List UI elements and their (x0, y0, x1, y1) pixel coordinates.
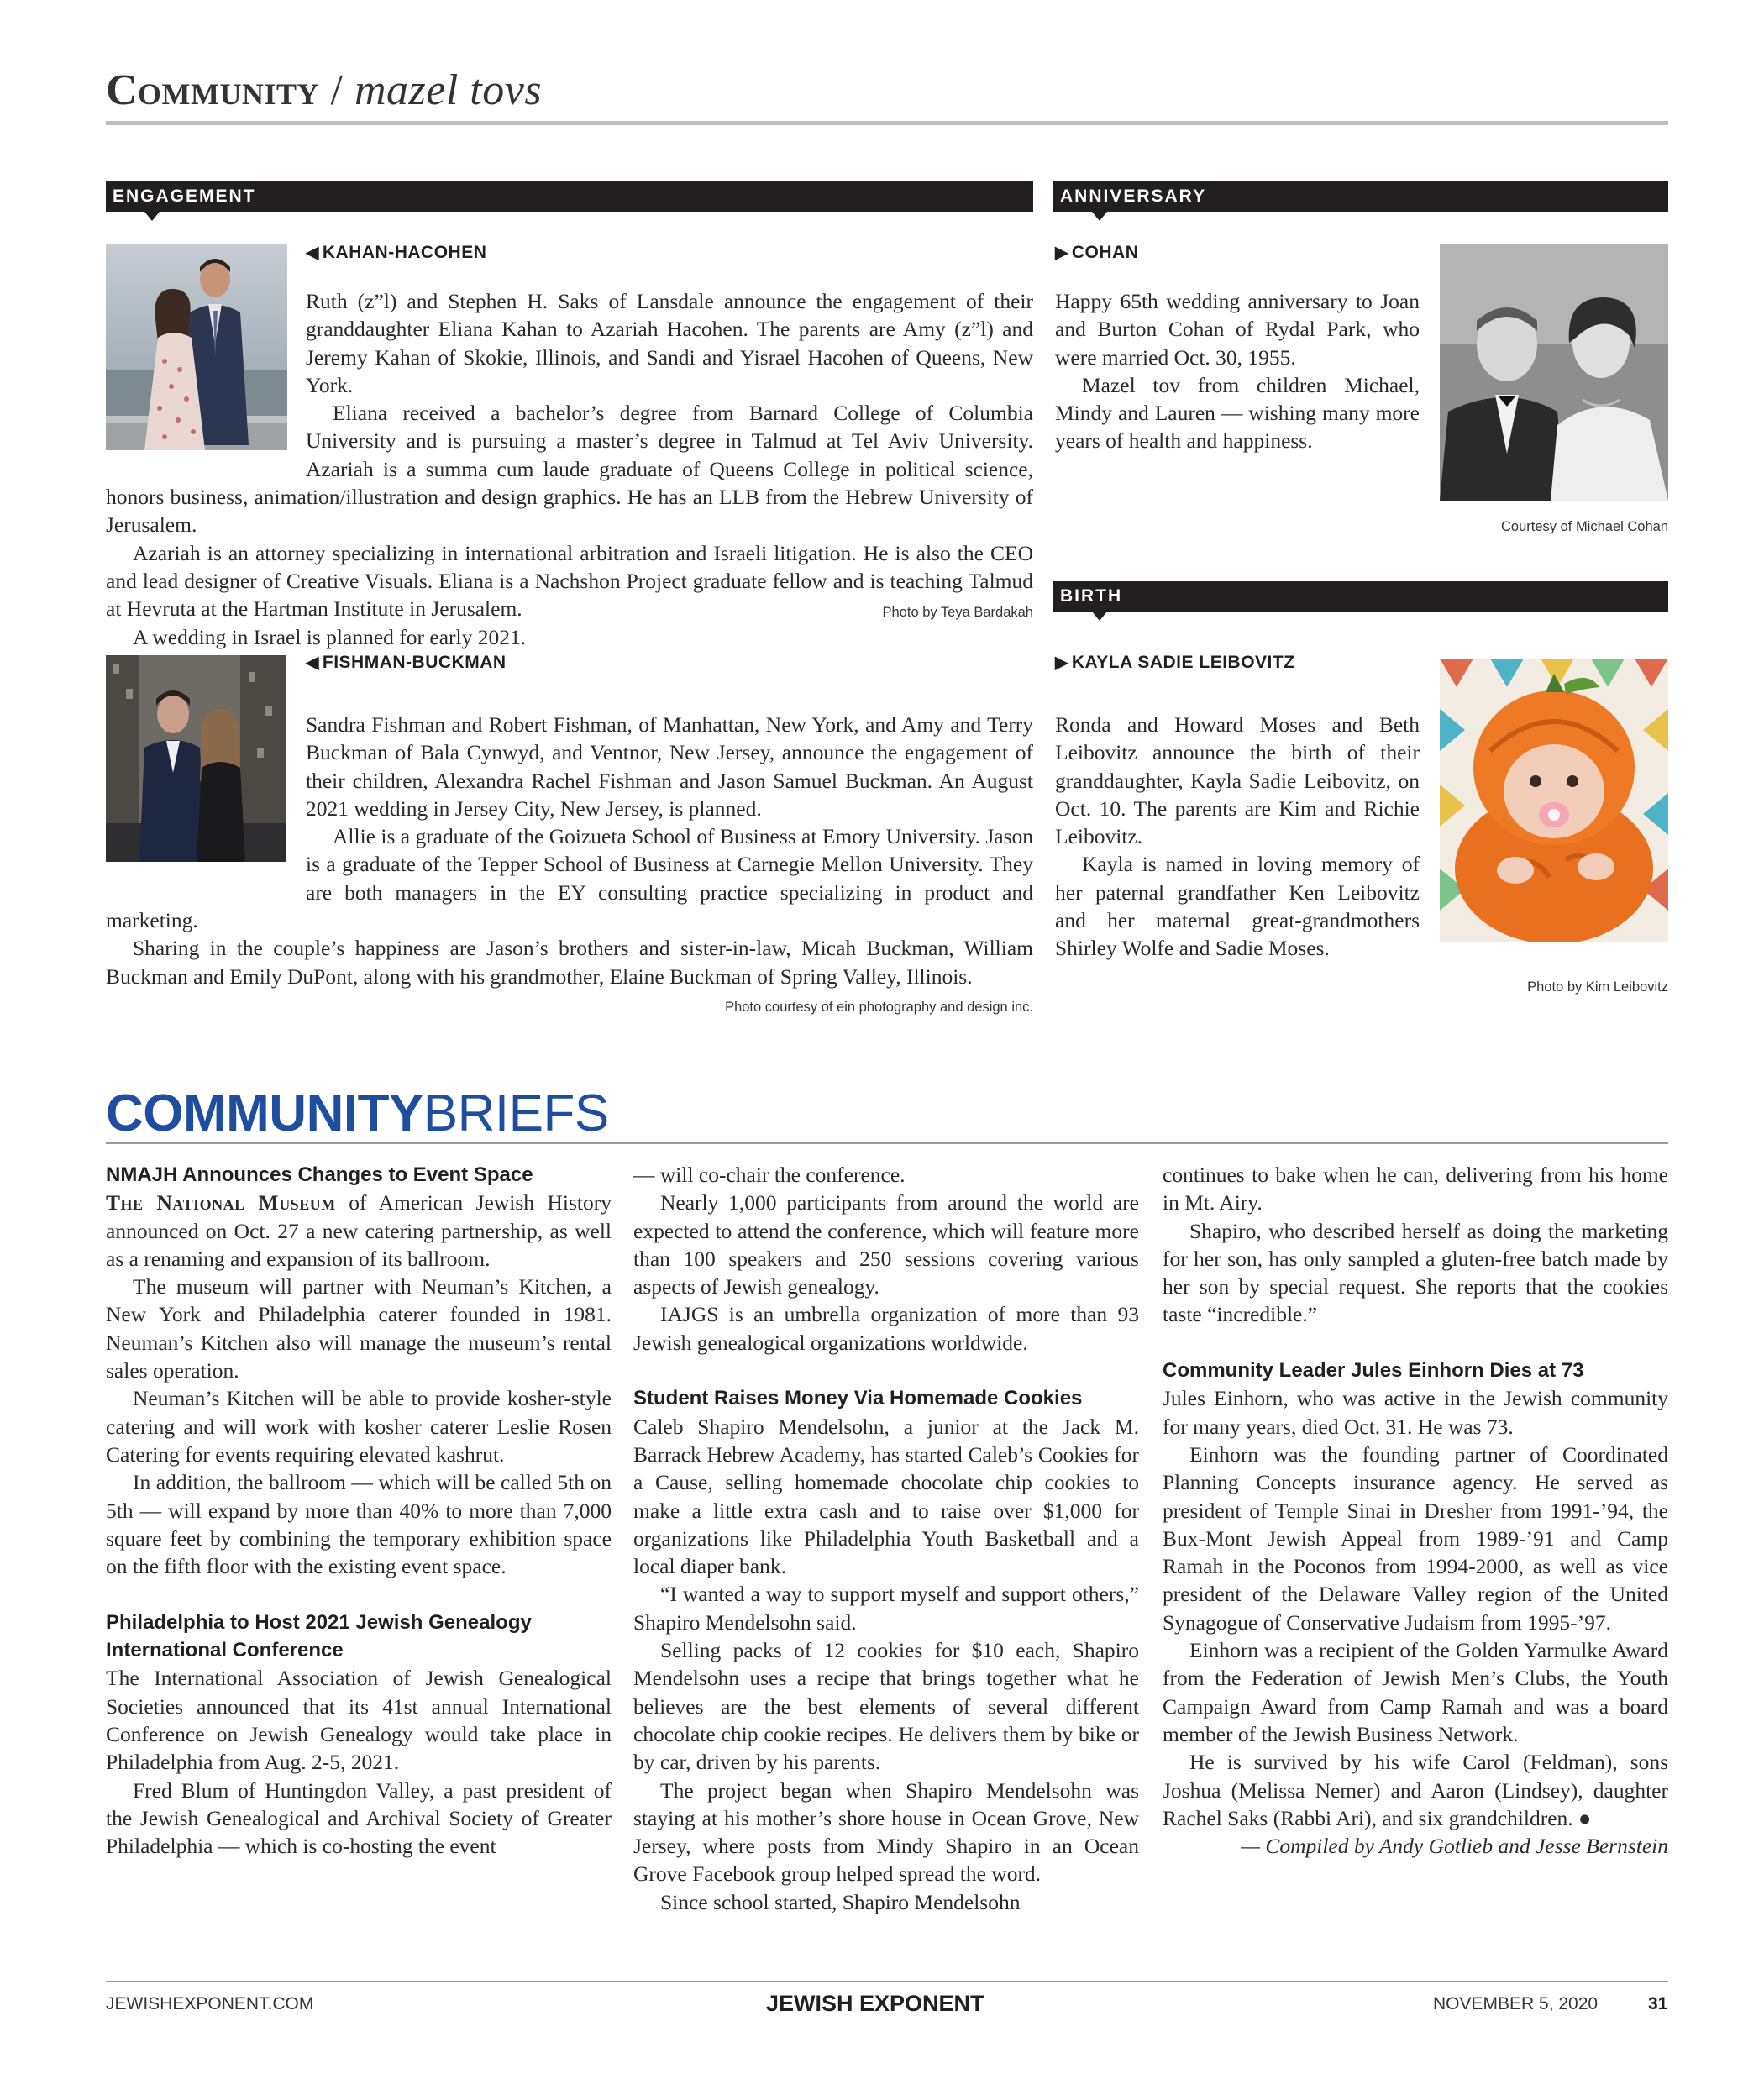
genealogy-paragraph-split-a: Fred Blum of Huntingdon Valley, a past president of the Jewish Genealogical and Archival Society of Greater Philadelphia — which is co-hosting the event (106, 1777, 612, 1859)
fishman-buckman-photo-wrap (106, 711, 306, 879)
section-subtitle: mazel tovs (354, 66, 543, 114)
leibovitz-paragraph: Ronda and Howard Moses and Beth Leibovitz announce the birth of their granddaughter, Kayla Sadie Leibovitz, on Oct. 10. The parents are Kim and Richie Leibovitz. (1055, 712, 1420, 849)
cookies-paragraph: The project began when Shapiro Mendelsohn was staying at his mother’s shore house in Ocean Grove, New Jersey, where posts from Mindy Shapiro in an Ocean Grove Facebook group helped spread the word. (633, 1777, 1139, 1887)
birth-bar-notch (1092, 612, 1107, 621)
einhorn-paragraph: Einhorn was a recipient of the Golden Yarmulke Award from the Federation of Jewish Men’s Clubs, the Youth Campaign Award from Camp Ramah and was a board member of the Jewish Business Network. (1163, 1638, 1668, 1746)
kahan-hacohen-heading (306, 242, 486, 263)
fishman-buckman-paragraph: Sharing in the couple’s happiness are Jason’s brothers and sister-in-law, Micah Buckman, William Buckman and Emily DuPont, along with his grandmother, Elaine Buckman of Spring Valley, Illinois. (106, 936, 1033, 989)
spacer (1163, 1329, 1668, 1357)
fishman-buckman-name: FISHMAN-BUCKMAN (322, 653, 507, 672)
fishman-buckman-heading (306, 652, 507, 673)
engagement-bar (106, 181, 1033, 212)
section-separator: / (319, 66, 354, 114)
anniversary-label: ANNIVERSARY (1060, 186, 1207, 206)
spacer (106, 1580, 612, 1608)
right-arrow-icon: ▶ (1055, 244, 1068, 262)
leibovitz-photo (1440, 659, 1668, 942)
cookies-paragraph: Selling packs of 12 cookies for $10 each, Shapiro Mendelsohn uses a recipe that brings together what he believes are the best elements of several different chocolate chip cookie recipes. He delivers them by bike or by car, driven by his parents. (633, 1638, 1139, 1775)
kahan-hacohen-paragraph: A wedding in Israel is planned for early 2021. (133, 624, 527, 649)
anniversary-bar-notch (1092, 212, 1107, 221)
leibovitz-paragraph: Kayla is named in loving memory of her paternal grandfather Ken Leibovitz and her maternal great-grandmothers Shirley Wolfe and Sadie Moses. (1055, 852, 1420, 961)
kahan-hacohen-paragraph: Azariah is an attorney specializing in international arbitration and Israeli litigation. He is also the CEO and lead designer of Creative Visuals. Eliana is a Nachshon Project graduate fellow and is teaching Talmud at Hevruta at the Hartman Institute in Jerusalem. (106, 540, 1033, 622)
anniversary-bar (1053, 181, 1668, 212)
leibovitz-photo-credit: Photo by Kim Leibovitz (1527, 979, 1668, 995)
cohan-name: COHAN (1071, 243, 1139, 262)
birth-bar (1053, 581, 1668, 612)
cookies-paragraph: “I wanted a way to support myself and support others,” Shapiro Mendelsohn said. (633, 1582, 1139, 1635)
genealogy-headline: Philadelphia to Host 2021 Jewish Genealogy International Conference (106, 1610, 532, 1662)
einhorn-headline: Community Leader Jules Einhorn Dies at 73 (1163, 1359, 1584, 1383)
genealogy-paragraph: IAJGS is an umbrella organization of more than 93 Jewish genealogical organizations worldwide. (633, 1302, 1139, 1355)
left-arrow-icon: ◀ (306, 654, 319, 672)
kahan-hacohen-article (106, 287, 1033, 651)
fishman-buckman-paragraph: Allie is a graduate of the Goizueta School of Business at Emory University. Jason is a graduate of the Tepper School of Business at Carnegie Mellon University. They are both managers in the EY consulting practice specializing in product and marketing. (106, 824, 1034, 933)
nmajh-lead-in: The National Museum (106, 1190, 336, 1215)
nmajh-headline: NMAJH Announces Changes to Event Space (106, 1163, 533, 1186)
briefs-column-3 (1163, 1161, 1668, 1860)
cohan-article (1055, 287, 1420, 455)
nmajh-paragraph: In addition, the ballroom — which will be called 5th on 5th — will expand by more than 40% to more than 7,000 square feet by combining the temporary exhibition space on the fifth floor with the existing event space. (106, 1470, 612, 1579)
briefs-title (106, 1084, 609, 1143)
briefs-rule (106, 1142, 1668, 1144)
einhorn-paragraph: Jules Einhorn, who was active in the Jewish community for many years, died Oct. 31. He was 73. (1163, 1386, 1668, 1439)
birth-label: BIRTH (1060, 586, 1123, 606)
cookies-paragraph-split-b: continues to bake when he can, delivering from his home in Mt. Airy. (1163, 1163, 1668, 1215)
footer-page-number: 31 (1648, 1994, 1668, 2013)
header-rule (106, 121, 1668, 125)
footer-site[interactable]: JEWISHEXPONENT.COM (106, 1994, 314, 2013)
fishman-buckman-photo-credit: Photo courtesy of ein photography and design inc. (725, 1000, 1033, 1015)
briefs-column-2 (633, 1161, 1139, 1916)
kahan-hacohen-name: KAHAN-HACOHEN (322, 243, 487, 262)
cohan-heading (1055, 242, 1138, 263)
section-name: Community (106, 66, 320, 114)
briefs-title-bold: COMMUNITY (106, 1084, 423, 1142)
cookies-headline: Student Raises Money Via Homemade Cookies (633, 1387, 1083, 1410)
leibovitz-name: KAYLA SADIE LEIBOVITZ (1071, 653, 1295, 672)
leibovitz-heading (1055, 652, 1295, 673)
briefs-title-light: BRIEFS (423, 1084, 609, 1142)
kahan-hacohen-photo-wrap (106, 287, 306, 457)
cohan-paragraph: Mazel tov from children Michael, Mindy and Lauren — wishing many more years of health and happiness. (1055, 372, 1420, 454)
kahan-hacohen-photo-credit: Photo by Teya Bardakah (882, 605, 1033, 620)
einhorn-paragraph: He is survived by his wife Carol (Feldman), sons Joshua (Melissa Nemer) and Aaron (Lindsey), daughter Rachel Saks (Rabbi Ari), and six grandchildren. ● (1163, 1750, 1668, 1830)
left-arrow-icon: ◀ (306, 244, 319, 262)
fishman-buckman-paragraph: Sandra Fishman and Robert Fishman, of Manhattan, New York, and Amy and Terry Buckman of Bala Cynwyd, and Ventnor, New Jersey, announce the engagement of their children, Alexandra Rachel Fishman and Jason Samuel Buckman. An August 2021 wedding in Jersey City, New Jersey, is planned. (306, 712, 1033, 821)
right-arrow-icon: ▶ (1055, 654, 1068, 672)
genealogy-paragraph: The International Association of Jewish Genealogical Societies announced that its 41st annual International Conference on Jewish Genealogy would take place in Philadelphia from Aug. 2-5, 2021. (106, 1666, 612, 1775)
footer-date: NOVEMBER 5, 2020 (1433, 1994, 1599, 2013)
spacer (633, 1357, 1139, 1384)
cookies-paragraph: Caleb Shapiro Mendelsohn, a junior at the Jack M. Barrack Hebrew Academy, has started Caleb’s Cookies for a Cause, selling homemade chocolate chip cookies to make a little extra cash and to raise over $1,000 for organizations like Philadelphia Youth Basketball and a local diaper bank. (633, 1414, 1139, 1579)
section-title (106, 66, 542, 115)
einhorn-paragraph: Einhorn was the founding partner of Coordinated Planning Concepts insurance agency. He served as president of Temple Sinai in Dresher from 1991-’94, the Bux-Mont Jewish Appeal from 1989-’91 and Camp Ramah in the Poconos from 1994-2000, as well as vice president of the Delaware Valley region of the United Synagogue of Conservative Judaism from 1995-’97. (1163, 1441, 1668, 1635)
genealogy-paragraph: Nearly 1,000 participants from around the world are expected to attend the conference, which will feature more than 100 speakers and 250 sessions covering various aspects of Jewish genealogy. (633, 1190, 1139, 1299)
cohan-photo-credit: Courtesy of Michael Cohan (1500, 519, 1668, 534)
cookies-paragraph: Shapiro, who described herself as doing the marketing for her son, has only sampled a gluten-free batch made by her son by special request. She reports that the cookies taste “incredible.” (1163, 1218, 1668, 1327)
leibovitz-article (1055, 711, 1420, 963)
footer-paper-name: JEWISH EXPONENT (766, 1991, 984, 2016)
kahan-hacohen-paragraph: Eliana received a bachelor’s degree from Barnard College of Columbia University and is pursuing a master’s degree in Talmud at Tel Aviv University. Azariah is a summa cum laude graduate of Queens College in political science, honors business, animation/illustration and design graphics. He has an LLB from the Hebrew University of Jerusalem. (106, 401, 1033, 538)
briefs-column-1 (106, 1161, 612, 1860)
nmajh-lead-text: of American Jewish History announced on Oct. 27 a new catering partnership, as well as a renaming and expansion of its ballroom. (106, 1190, 612, 1271)
cookies-paragraph-split-a: Since school started, Shapiro Mendelsohn (660, 1889, 1021, 1914)
cohan-paragraph: Happy 65th wedding anniversary to Joan and Burton Cohan of Rydal Park, who were married Oct. 30, 1955. (1055, 289, 1420, 370)
briefs-signature: — Compiled by Andy Gotlieb and Jesse Bernstein (1241, 1834, 1668, 1859)
nmajh-paragraph: Neuman’s Kitchen will be able to provide kosher-style catering and will work with kosher caterer Leslie Rosen Catering for events requiring elevated kashrut. (106, 1386, 612, 1467)
nmajh-lead-paragraph (106, 1189, 612, 1273)
fishman-buckman-article (106, 711, 1033, 990)
genealogy-paragraph-split-b: — will co-chair the conference. (633, 1163, 906, 1187)
engagement-bar-notch (144, 212, 160, 221)
footer-rule (106, 1981, 1668, 1982)
nmajh-paragraph: The museum will partner with Neuman’s Kitchen, a New York and Philadelphia caterer founded in 1981. Neuman’s Kitchen also will manage the museum’s rental sales operation. (106, 1274, 612, 1383)
cohan-photo (1440, 244, 1668, 501)
engagement-label: ENGAGEMENT (113, 186, 256, 206)
kahan-hacohen-paragraph: Ruth (z”l) and Stephen H. Saks of Lansdale announce the engagement of their granddaughter Eliana Kahan to Azariah Hacohen. The parents are Amy (z”l) and Jeremy Kahan of Skokie, Illinois, and Sandi and Yisrael Hacohen of Queens, New York. (306, 289, 1033, 397)
